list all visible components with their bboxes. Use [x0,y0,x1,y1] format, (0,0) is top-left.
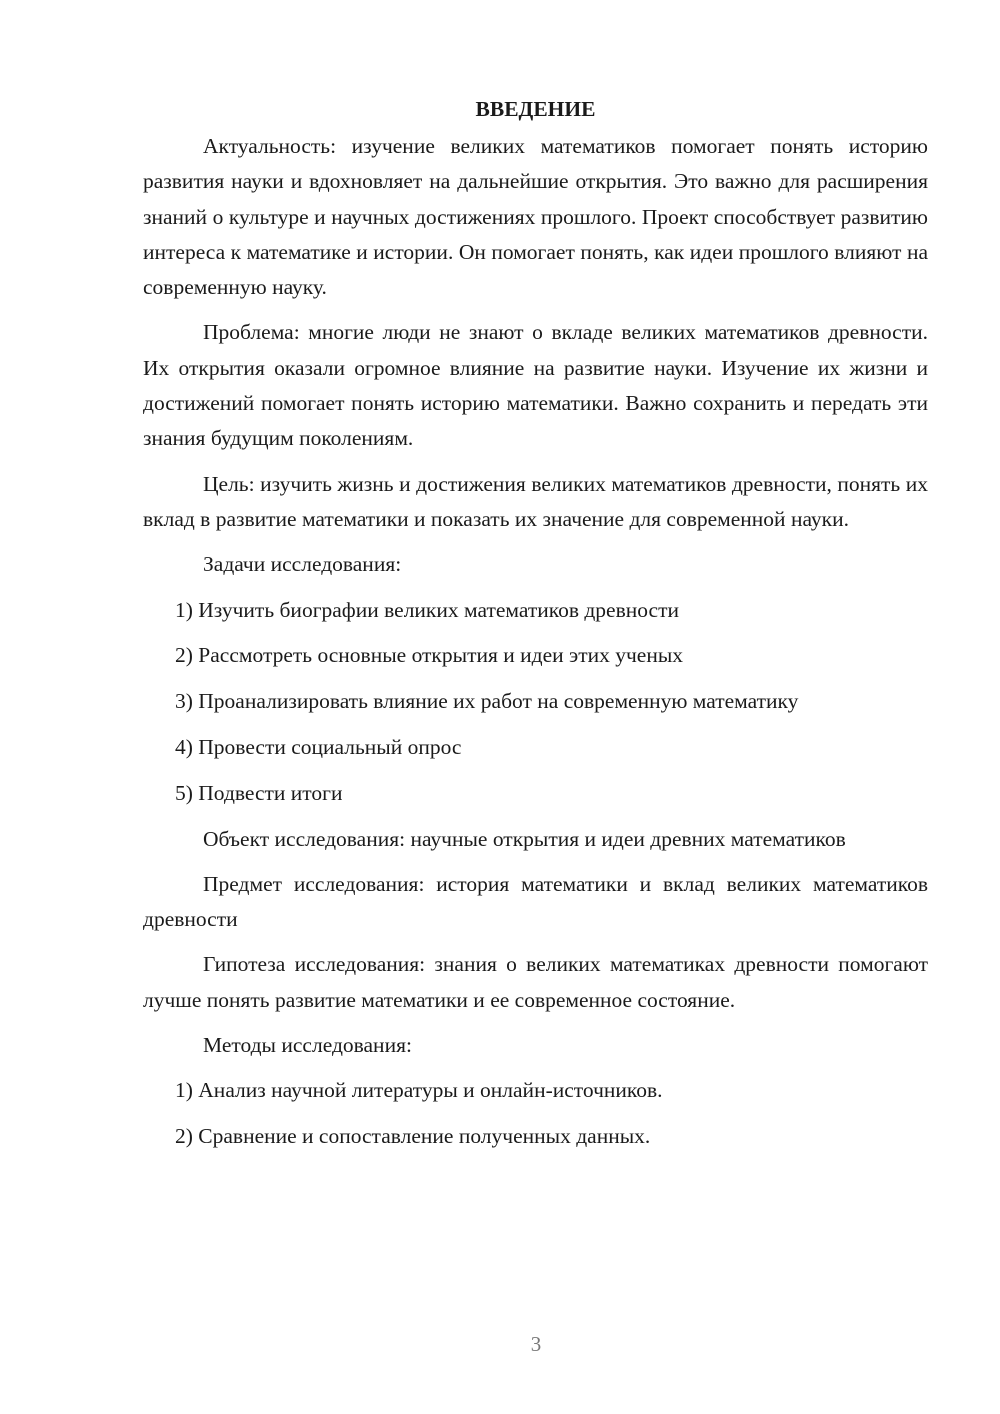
object-paragraph: Объект исследования: научные открытия и идеи древних математиков [203,826,846,851]
relevance-paragraph: Актуальность: изучение великих математиков помогает понять историю развития науки и вдохновляет на дальнейшие открытия. Это важно для расширения знаний о культуре и научных достижениях прошлого. Проект способствует развитию интереса к математике и истории. Он помогает понять, как идеи прошлого влияют на современную науку. [143,134,928,300]
list-item: 3) Проанализировать влияние их работ на современную математику [175,689,799,714]
hypothesis-paragraph: Гипотеза исследования: знания о великих математиках древности помогают лучше понять развитие математики и ее современное состояние. [143,952,928,1012]
goal-paragraph: Цель: изучить жизнь и достижения великих математиков древности, понять их вклад в развитие математики и показать их значение для современной науки. [143,471,928,531]
document-page [143,92,928,1165]
list-item: 1) Анализ научной литературы и онлайн-источников. [175,1078,663,1103]
tasks-list [143,593,928,811]
list-item: 5) Подвести итоги [175,780,343,805]
list-item: 2) Рассмотреть основные открытия и идеи этих ученых [175,643,684,668]
methods-heading: Методы исследования: [203,1033,412,1058]
list-item: 2) Сравнение и сопоставление полученных данных. [175,1124,651,1149]
methods-list [143,1073,928,1154]
section-title: ВВЕДЕНИЕ [475,97,596,121]
tasks-heading: Задачи исследования: [203,552,402,577]
subject-paragraph: Предмет исследования: история математики и вклад великих математиков древности [143,871,928,932]
problem-paragraph: Проблема: многие люди не знают о вкладе великих математиков древности. Их открытия оказали огромное влияние на развитие науки. Изучение их жизни и достижений помогает понять историю математики. Важно сохранить и передать эти знания будущим поколениям. [143,320,928,451]
list-item: 1) Изучить биографии великих математиков древности [175,597,679,622]
list-item: 4) Провести социальный опрос [175,734,462,759]
page-number: 3 [530,1332,542,1356]
